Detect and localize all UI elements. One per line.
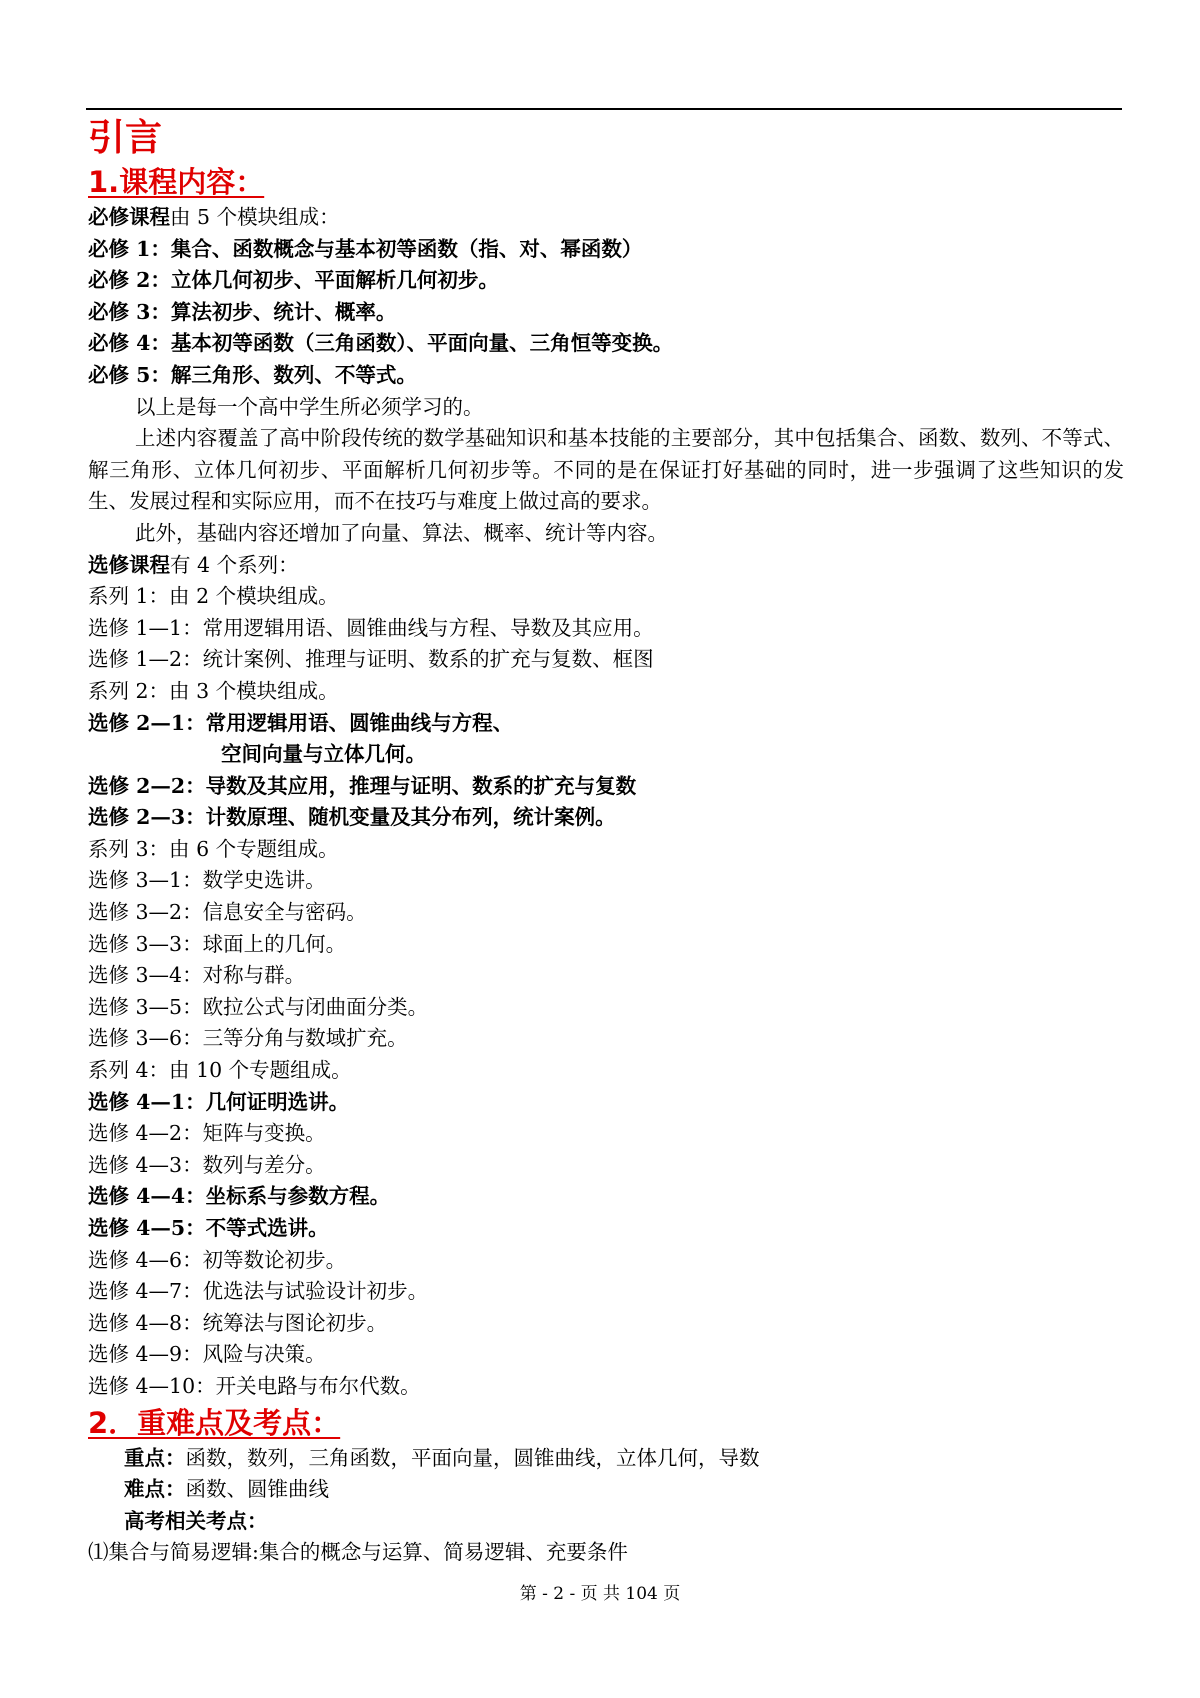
required-intro — [88, 202, 1128, 234]
section1-heading: 1.课程内容： — [88, 165, 265, 199]
exam-point-item: ⑴集合与简易逻辑:集合的概念与运算、简易逻辑、充要条件 — [88, 1540, 628, 1565]
difficult-points — [88, 1474, 1128, 1506]
elective-line: 选修 2—3：计数原理、随机变量及其分布列，统计案例。 — [88, 805, 616, 830]
elective-line: 选修 3—5：欧拉公式与闭曲面分类。 — [88, 994, 429, 1019]
elective-line: 选修 3—6：三等分角与数域扩充。 — [88, 1026, 408, 1051]
section2-heading: 2．重难点及考点： — [88, 1405, 341, 1440]
elective-line: 系列 3：由 6 个专题组成。 — [88, 836, 339, 861]
elective-line: 选修 3—3：球面上的几何。 — [88, 931, 347, 956]
elective-line: 空间向量与立体几何。 — [221, 742, 426, 767]
elective-line: 选修 2—2：导数及其应用，推理与证明、数系的扩充与复数 — [88, 773, 637, 798]
elective-intro — [88, 550, 1128, 582]
elective-line: 选修 4—10：开关电路与布尔代数。 — [88, 1373, 421, 1398]
page-title: 引言 — [88, 116, 162, 159]
elective-module-list — [88, 581, 1128, 1402]
elective-line: 选修 4—9：风险与决策。 — [88, 1342, 326, 1367]
required-intro-label: 必修课程 — [88, 205, 170, 229]
key-points-text: 函数，数列，三角函数，平面向量，圆锥曲线，立体几何，导数 — [185, 1445, 760, 1470]
elective-line: 选修 3—1：数学史选讲。 — [88, 868, 326, 893]
required-intro-text: 由 5 个模块组成： — [170, 205, 340, 229]
elective-line: 系列 1：由 2 个模块组成。 — [88, 584, 339, 609]
elective-line: 选修 4—7：优选法与试验设计初步。 — [88, 1279, 429, 1304]
elective-line: 选修 1—1：常用逻辑用语、圆锥曲线与方程、导数及其应用。 — [88, 615, 654, 640]
elective-intro-text: 有 4 个系列： — [170, 552, 299, 577]
elective-line: 系列 2：由 3 个模块组成。 — [88, 678, 339, 703]
required-module-item: 必修 5：解三角形、数列、不等式。 — [88, 362, 417, 387]
elective-line: 选修 4—1：几何证明选讲。 — [88, 1089, 350, 1114]
exam-points-label: 高考相关考点： — [124, 1508, 268, 1533]
elective-intro-label: 选修课程 — [88, 552, 170, 577]
elective-line: 选修 1—2：统计案例、推理与证明、数系的扩充与复数、框图 — [88, 647, 654, 672]
paragraph-3: 此外，基础内容还增加了向量、算法、概率、统计等内容。 — [135, 520, 668, 545]
required-module-list — [88, 234, 1128, 392]
paragraph-2: 上述内容覆盖了高中阶段传统的数学基础知识和基本技能的主要部分，其中包括集合、函数、数列、不等式、解三角形、立体几何初步、平面解析几何初步等。不同的是在保证打好基础的同时，进一步强调了这些知识的发生、发展过程和实际应用，而不在技巧与难度上做过高的要求。 — [88, 426, 1124, 514]
required-module-item: 必修 1：集合、函数概念与基本初等函数（指、对、幂函数） — [88, 236, 643, 261]
paragraph-1: 以上是每一个高中学生所必须学习的。 — [135, 394, 484, 419]
required-module-item: 必修 4：基本初等函数（三角函数）、平面向量、三角恒等变换。 — [88, 331, 674, 356]
elective-line: 系列 4：由 10 个专题组成。 — [88, 1058, 352, 1083]
key-points — [88, 1443, 1128, 1475]
required-module-item: 必修 2：立体几何初步、平面解析几何初步。 — [88, 268, 499, 293]
header-rule — [86, 108, 1122, 110]
key-points-label: 重点： — [124, 1445, 186, 1470]
elective-line: 选修 4—6：初等数论初步。 — [88, 1247, 347, 1272]
elective-line: 选修 3—2：信息安全与密码。 — [88, 900, 367, 925]
elective-line: 选修 4—5：不等式选讲。 — [88, 1216, 329, 1240]
difficult-points-text: 函数、圆锥曲线 — [185, 1477, 329, 1502]
elective-line: 选修 4—8：统筹法与图论初步。 — [88, 1310, 388, 1335]
page-content — [88, 114, 1128, 1569]
elective-line: 选修 4—4：坐标系与参数方程。 — [88, 1184, 391, 1209]
difficult-points-label: 难点： — [124, 1477, 186, 1502]
required-module-item: 必修 3：算法初步、统计、概率。 — [88, 299, 397, 324]
elective-line: 选修 3—4：对称与群。 — [88, 963, 306, 988]
elective-line: 选修 4—3：数列与差分。 — [88, 1152, 326, 1177]
elective-line: 选修 2—1：常用逻辑用语、圆锥曲线与方程、 — [88, 710, 514, 735]
page-footer: 第 - 2 - 页 共 104 页 — [519, 1584, 681, 1604]
elective-line: 选修 4—2：矩阵与变换。 — [88, 1121, 326, 1146]
